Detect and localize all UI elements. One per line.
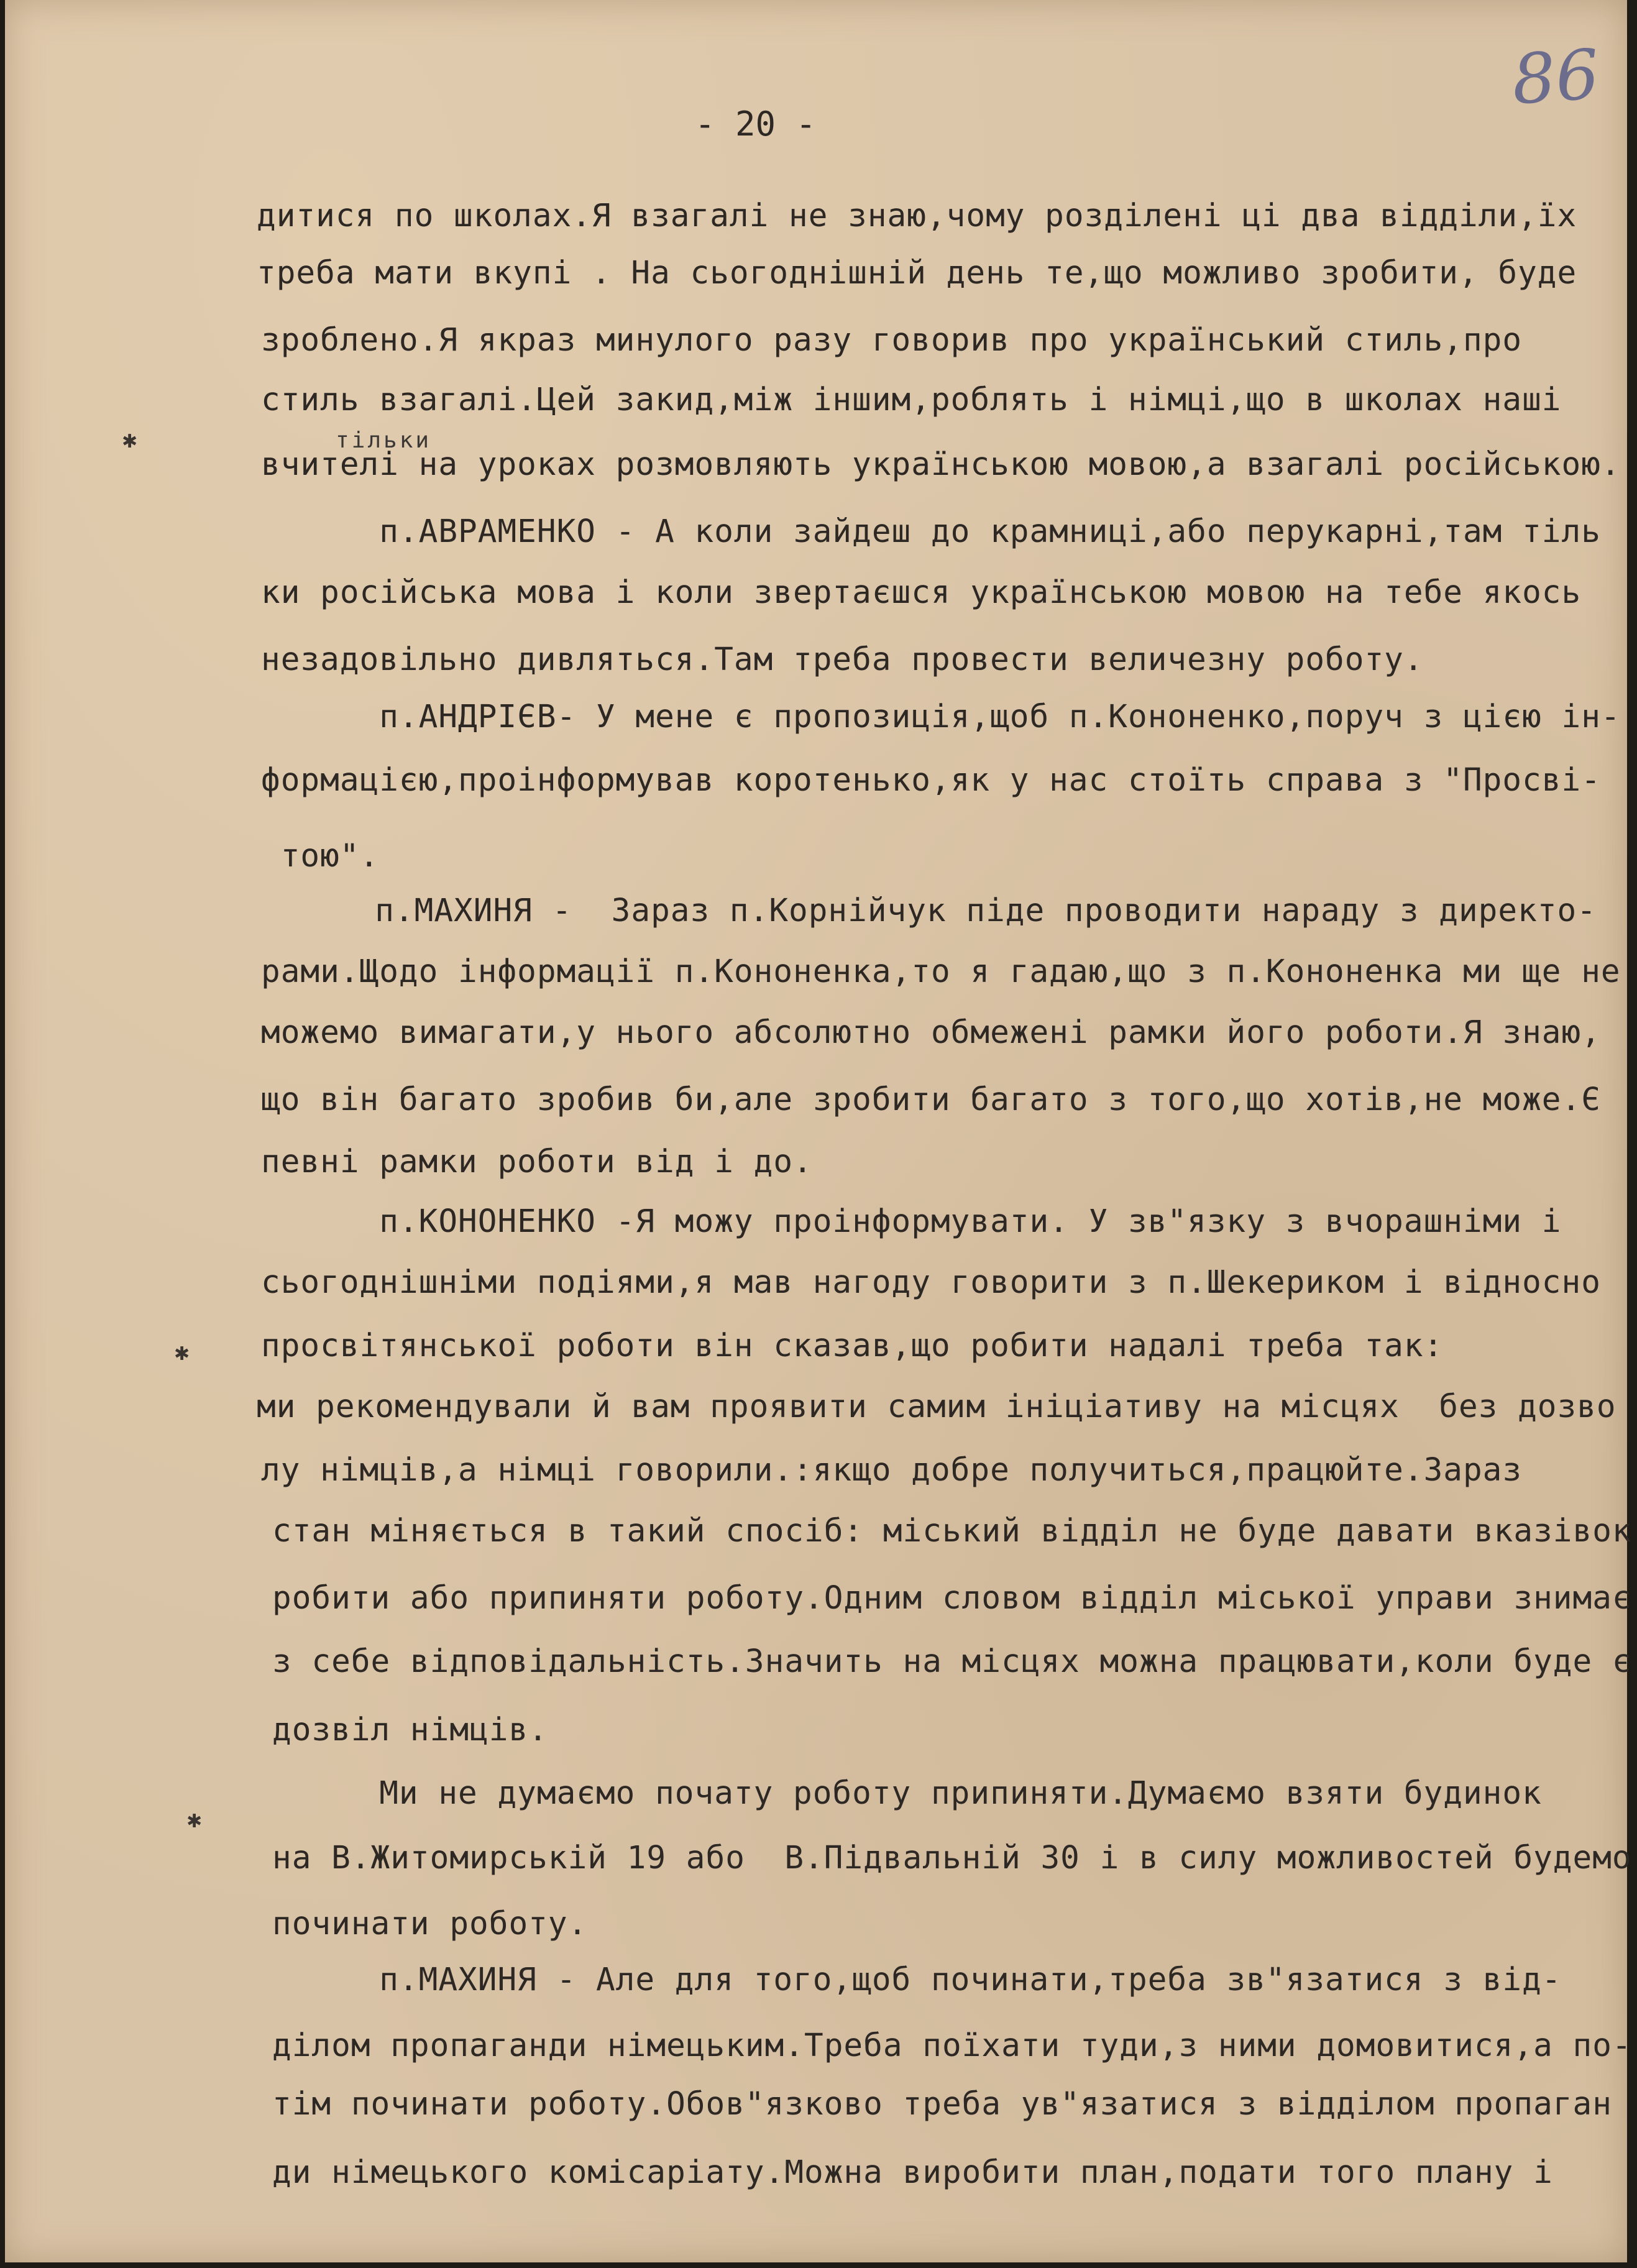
document-sheet [5,0,1632,2262]
text-line: дозвіл німців. [272,1712,548,1748]
text-line: п.МАХИНЯ - Але для того,щоб починати,треба зв"язатися з від- [261,1962,1562,1998]
text-line: Ми не думаємо почату роботу припиняти.Думаємо взяти будинок [261,1775,1542,1812]
text-line: починати роботу. [272,1906,588,1942]
margin-mark-icon: ✱ [122,431,138,452]
text-line: п.МАХИНЯ - Зараз п.Корнійчук піде проводити нараду з директо- [257,893,1597,929]
text-line: п.АНДРІЄВ- У мене є пропозиція,щоб п.Кононенко,поруч з цією ін- [261,699,1621,735]
text-line: ки російська мова і коли звертаєшся українською мовою на тебе якось [261,574,1582,611]
handwritten-insertion: тільки [336,428,432,453]
margin-mark-icon: ✱ [186,1811,203,1832]
text-line: ди німецького комісаріату.Можна виробити план,подати того плану і [272,2154,1553,2191]
text-line: робити або припиняти роботу.Одним словом відділ міської управи знимає [272,1580,1632,1617]
text-line: з себе відповідальність.Значить на місцях можна працювати,коли буде є [272,1643,1632,1680]
text-line: п.АВРАМЕНКО - А коли зайдеш до крамниці,або перукарні,там тіль [261,513,1601,550]
text-line: стиль взагалі.Цей закид,між іншим,роблять і німці,що в школах наші [261,382,1562,418]
text-line: незадовільно дивляться.Там треба провести величезну роботу. [261,641,1424,678]
text-line: вчителі на уроках розмовляють українською мовою,а взагалі російською. [261,446,1621,483]
text-line: тім починати роботу.Обов"язково треба ув"язатися з відділом пропаган [272,2086,1612,2123]
text-line: тою". [261,838,380,875]
text-line: зроблено.Я якраз минулого разу говорив про український стиль,про [261,322,1523,359]
text-line: лу німців,а німці говорили.:якщо добре получиться,працюйте.Зараз [261,1452,1523,1489]
text-line: формацією,проінформував коротенько,як у нас стоїть справа з "Просві- [261,762,1601,799]
text-line: п.КОНОНЕНКО -Я можу проінформувати. У зв"язку з вчорашніми і [261,1203,1562,1240]
margin-mark-icon: ✱ [174,1343,190,1365]
text-line: ми рекомендували й вам проявити самим ініціативу на місцях без дозво [257,1389,1616,1425]
text-line: на В.Житомирській 19 або В.Підвальній 30 і в силу можливостей будемо [272,1840,1632,1876]
folio-number: 86 [1509,34,1602,120]
page-number: - 20 - [695,104,817,144]
text-line: рами.Щодо інформації п.Кононенка,то я гадаю,що з п.Кононенка ми ще не [261,953,1621,990]
text-line: можемо вимагати,у нього абсолютно обмежені рамки його роботи.Я знаю, [261,1014,1601,1051]
text-line: сьогоднішніми подіями,я мав нагоду говорити з п.Шекериком і відносно [261,1264,1601,1301]
text-line: певні рамки роботи від і до. [261,1144,813,1180]
text-line: треба мати вкупі . На сьогоднішній день те,що можливо зробити, буде [257,255,1577,292]
text-line: дитися по школах.Я взагалі не знаю,чому розділені ці два відділи,їх [257,198,1577,234]
text-line: ділом пропаганди німецьким.Треба поїхати туди,з ними домовитися,а по- [272,2027,1632,2064]
text-line: просвітянської роботи він сказав,що робити надалі треба так: [261,1328,1444,1364]
text-line: стан міняється в такий спосіб: міський відділ не буде давати вказівок [272,1513,1632,1549]
text-line: що він багато зробив би,але зробити багато з того,що хотів,не може.Є [261,1081,1601,1118]
